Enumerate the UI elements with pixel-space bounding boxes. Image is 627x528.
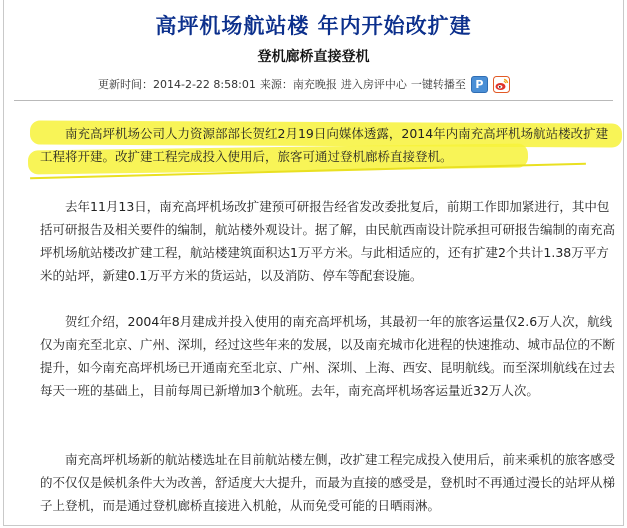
paragraph — [40, 195, 615, 287]
updated-time: 2014-2-22 8:58:01 — [153, 77, 256, 91]
paragraph — [40, 310, 615, 402]
paragraph-text: 南充高坪机场新的航站楼选址在目前航站楼左侧，改扩建工程完成投入使用后，前来乘机的旅客感受的不仅仅是候机条件大为改善，舒适度大大提升，而最为直接的感受是，登机时不再通过漫长的站坪从梯子上登机，而是通过登机廊桥直接进入机舱，从而免受可能的日晒雨淋。 — [40, 452, 616, 513]
paragraph-text: 贺红介绍，2004年8月建成并投入使用的南充高坪机场，其最初一年的旅客运量仅2.6万人次，航线仅为南充至北京、广州、深圳，经过这些年来的发展，以及南充城市化进程的快速推动、城市品位的不断提升，如今南充高坪机场已开通南充至北京、广州、深圳、上海、西安、昆明航线。而至深圳航线在过去每天一班的基础上，目前每周已新增加3个航班。去年，南充高坪机场客运量近32万人次。 — [40, 314, 616, 398]
qzone-share-icon[interactable] — [471, 76, 488, 93]
article-title: 高坪机场航站楼 年内开始改扩建 — [155, 14, 472, 38]
paragraph-lead — [40, 122, 615, 168]
updated-label: 更新时间： — [98, 78, 153, 91]
paragraph-lead-text: 南充高坪机场公司人力资源部部长贺红2月19日向媒体透露，2014年内南充高坪机场航站楼改扩建工程将开建。改扩建工程完成投入使用后，旅客可通过登机廊桥直接登机。 — [40, 126, 609, 164]
weibo-share-icon[interactable] — [493, 76, 510, 93]
header-divider — [14, 100, 613, 101]
paragraph-text: 去年11月13日，南充高坪机场改扩建预可研报告经省发改委批复后，前期工作即加紧进行，其中包括可研报告及相关要件的编制，航站楼外观设计。据了解，由民航西南设计院承担可研报告编制的南充高坪机场航站楼改扩建工程，航站楼建筑面积达1万平方米。与此相适应的，还有扩建2个共计1.38万平方米的站坪，新建0.1万平方米的货运站，以及消防、停车等配套设施。 — [40, 199, 616, 283]
article-meta — [98, 74, 510, 94]
share-label: 一键转播至 — [410, 78, 466, 91]
source-label: 来源： — [259, 78, 293, 91]
article-subtitle: 登机廊桥直接登机 — [257, 49, 370, 65]
comment-center-link[interactable]: 进入房评中心 — [340, 78, 407, 91]
paragraph — [40, 448, 615, 517]
source-link[interactable]: 南充晚报 — [292, 78, 337, 91]
